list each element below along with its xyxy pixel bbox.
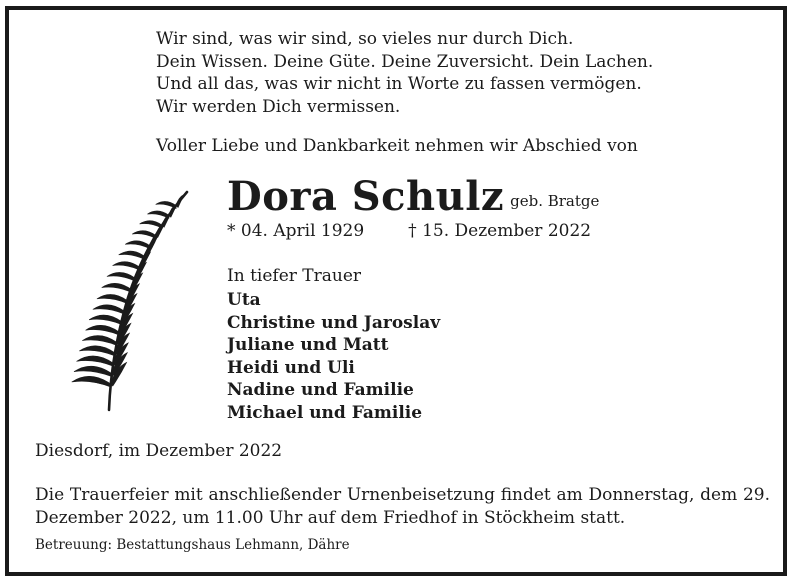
palm-leaflet xyxy=(125,241,150,249)
palm-leaflet xyxy=(72,376,111,387)
life-dates xyxy=(227,221,591,241)
ceremony-notice: Die Trauerfeier mit anschließender Urnenbeisetzung findet am Donnerstag, dem 29. Dezember 2022, um 11.00 Uhr auf dem Friedhof in Stöckheim statt. xyxy=(35,485,770,528)
poem-line: Und all das, was wir nicht in Worte zu fassen vermögen. xyxy=(156,74,642,94)
palm-leaflet xyxy=(76,356,113,366)
poem xyxy=(156,28,653,118)
palm-leaflet xyxy=(79,346,115,356)
mourner: Nadine und Familie xyxy=(227,380,414,401)
funeral-home-credit: Betreuung: Bestattungshaus Lehmann, Dähre xyxy=(35,537,350,553)
palm-leaflet xyxy=(119,251,145,259)
palm-leaflet xyxy=(93,305,124,314)
obituary-notice xyxy=(5,6,787,576)
deceased-name-row xyxy=(227,173,599,220)
death-date: † 15. Dezember 2022 xyxy=(408,221,592,241)
mourner: Christine und Jaroslav xyxy=(227,312,441,333)
poem-line: Wir werden Dich vermissen. xyxy=(156,96,401,117)
place-date: Diesdorf, im Dezember 2022 xyxy=(35,441,283,461)
poem-line: Dein Wissen. Deine Güte. Deine Zuversicht. Dein Lachen. xyxy=(156,51,654,72)
palm-leaflet xyxy=(82,336,117,346)
mourner: Heidi und Uli xyxy=(227,357,355,378)
palm-leaflet xyxy=(176,194,184,207)
palm-leaflet xyxy=(74,366,112,377)
palm-leaflet xyxy=(97,294,127,303)
mourners-list xyxy=(227,289,440,425)
mourning-label: In tiefer Trauer xyxy=(227,266,362,286)
mourner: Uta xyxy=(227,290,261,310)
palm-leaflet xyxy=(140,221,163,228)
palm-leaflet xyxy=(86,325,120,335)
birth-date: * 04. April 1929 xyxy=(227,221,365,241)
mourner: Michael und Familie xyxy=(227,402,423,423)
palm-leaflet xyxy=(132,231,156,239)
palm-leaflet xyxy=(113,262,140,270)
farewell-intro: Voller Liebe und Dankbarkeit nehmen wir Abschied von xyxy=(156,136,638,156)
poem-line: Wir sind, was wir sind, so vieles nur durch Dich. xyxy=(156,29,574,49)
palm-leaflet xyxy=(102,283,131,292)
birth-name: geb. Bratge xyxy=(510,192,600,210)
mourner: Juliane und Matt xyxy=(227,335,389,356)
deceased-name: Dora Schulz xyxy=(227,173,505,220)
palm-leaf-icon xyxy=(67,186,195,412)
palm-leaflet xyxy=(89,315,121,324)
palm-leaflet xyxy=(107,272,135,281)
